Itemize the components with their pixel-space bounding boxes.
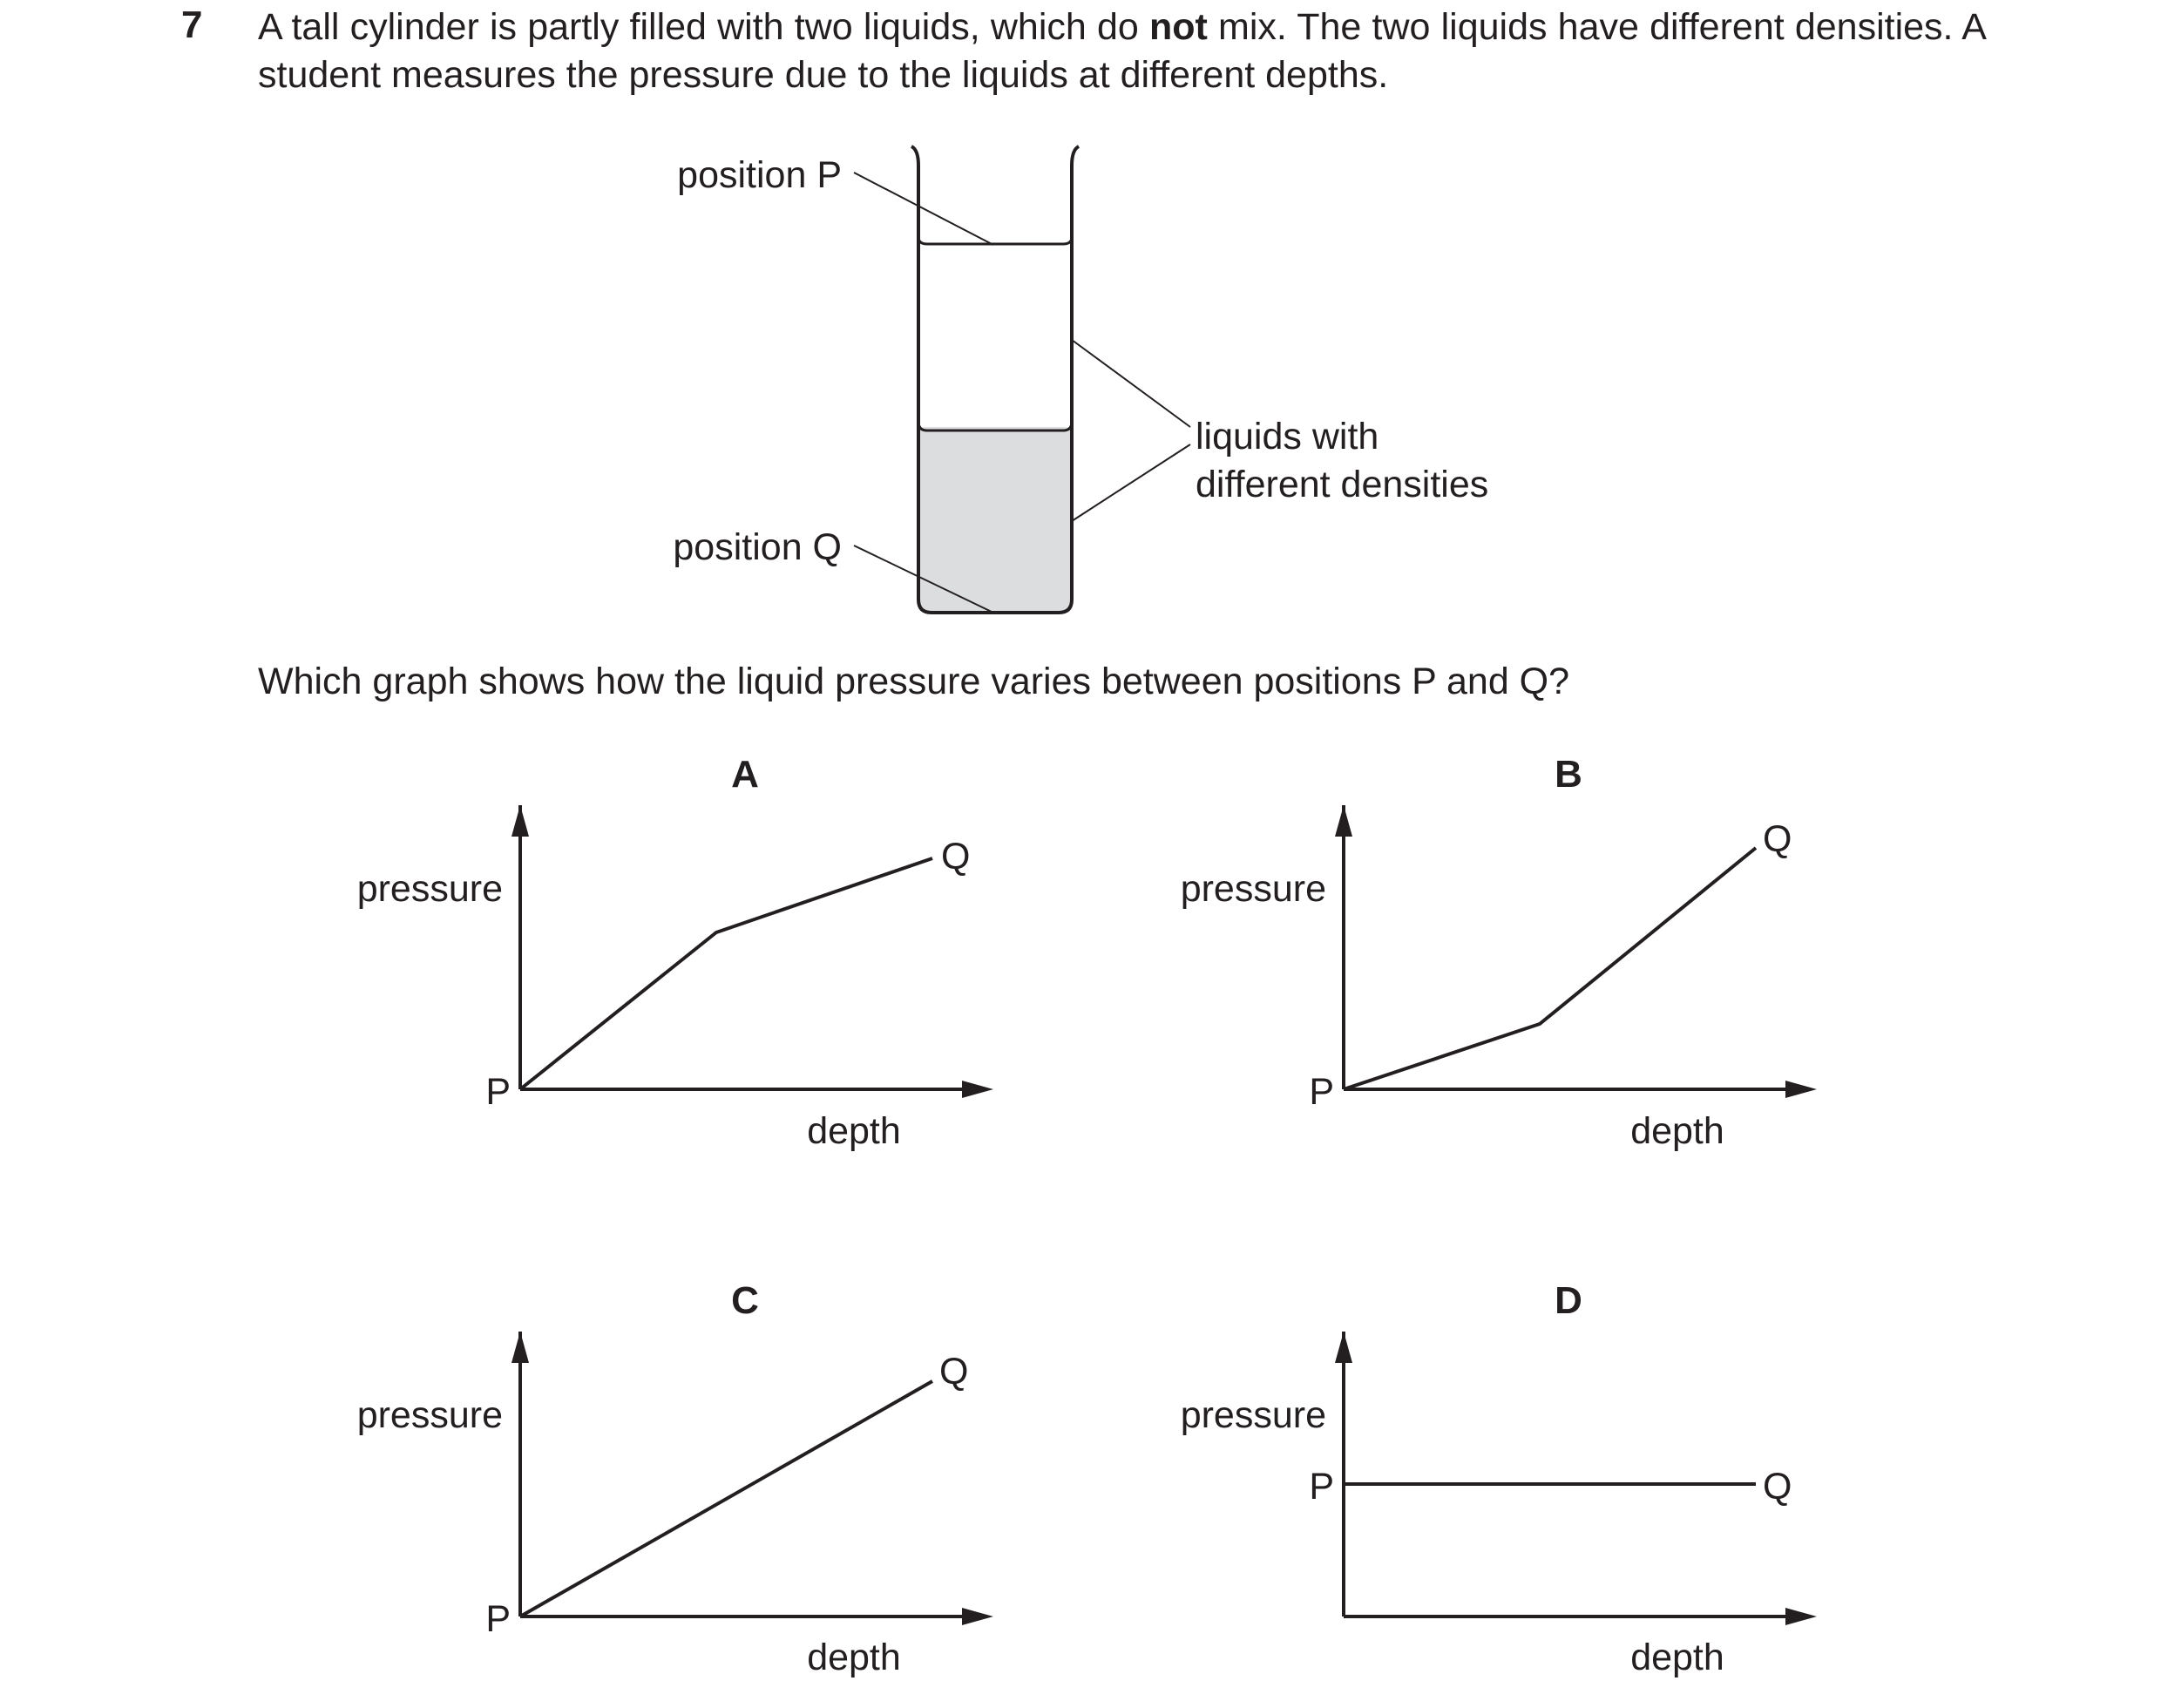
graph-b-ylabel: pressure xyxy=(1180,868,1326,910)
graph-c-line xyxy=(520,1381,932,1616)
graph-c-end-label: Q xyxy=(939,1351,969,1393)
position-q-label: position Q xyxy=(673,526,842,568)
graph-b-x-arrow xyxy=(1785,1081,1817,1098)
question-number: 7 xyxy=(181,3,203,46)
graph-d-end-label: Q xyxy=(1763,1466,1792,1508)
graph-a-y-arrow xyxy=(511,805,529,837)
graph-b-xlabel: depth xyxy=(1630,1110,1724,1152)
stem-text-after: mix. The two liquids have different densities. A student measures the pressure due to the liquids at different depths. xyxy=(258,6,1987,96)
graph-d xyxy=(1181,1279,1817,1678)
liquids-label-line1: liquids with xyxy=(1196,416,1379,458)
graph-d-start-label: P xyxy=(1309,1466,1334,1508)
graph-a-start-label: P xyxy=(485,1071,511,1113)
liquids-label-line2: different densities xyxy=(1196,464,1489,505)
graph-b-end-label: Q xyxy=(1763,818,1792,860)
graph-c-y-arrow xyxy=(511,1332,529,1363)
graph-b-start-label: P xyxy=(1309,1071,1334,1113)
graph-a-xlabel: depth xyxy=(807,1110,901,1152)
graph-d-y-arrow xyxy=(1335,1332,1352,1363)
graph-a-x-arrow xyxy=(962,1081,993,1098)
graph-c-xlabel: depth xyxy=(807,1637,901,1678)
graph-b-letter: B xyxy=(1555,753,1582,796)
graph-b xyxy=(1181,753,1817,1152)
graph-d-xlabel: depth xyxy=(1630,1637,1724,1678)
graph-d-x-arrow xyxy=(1785,1608,1817,1625)
graph-b-y-arrow xyxy=(1335,805,1352,837)
graph-a-end-label: Q xyxy=(941,836,971,878)
graph-c-letter: C xyxy=(731,1279,759,1322)
graph-a-line xyxy=(520,858,932,1089)
position-p-label: position P xyxy=(677,154,842,196)
stem-bold-word: not xyxy=(1148,6,1208,48)
graph-a xyxy=(357,753,993,1152)
stem-text-before: A tall cylinder is partly filled with two liquids, which do xyxy=(258,6,1149,48)
graph-c-x-arrow xyxy=(962,1608,993,1625)
graph-d-letter: D xyxy=(1555,1279,1582,1322)
graph-a-ylabel: pressure xyxy=(356,868,503,910)
graph-b-line xyxy=(1344,848,1756,1089)
graph-c-ylabel: pressure xyxy=(356,1394,503,1436)
question-prompt: Which graph shows how the liquid pressure varies between positions P and Q? xyxy=(258,661,1570,702)
graph-a-letter: A xyxy=(731,753,759,796)
graph-d-ylabel: pressure xyxy=(1180,1394,1326,1436)
graph-c-start-label: P xyxy=(485,1598,511,1640)
graph-c xyxy=(357,1279,993,1678)
